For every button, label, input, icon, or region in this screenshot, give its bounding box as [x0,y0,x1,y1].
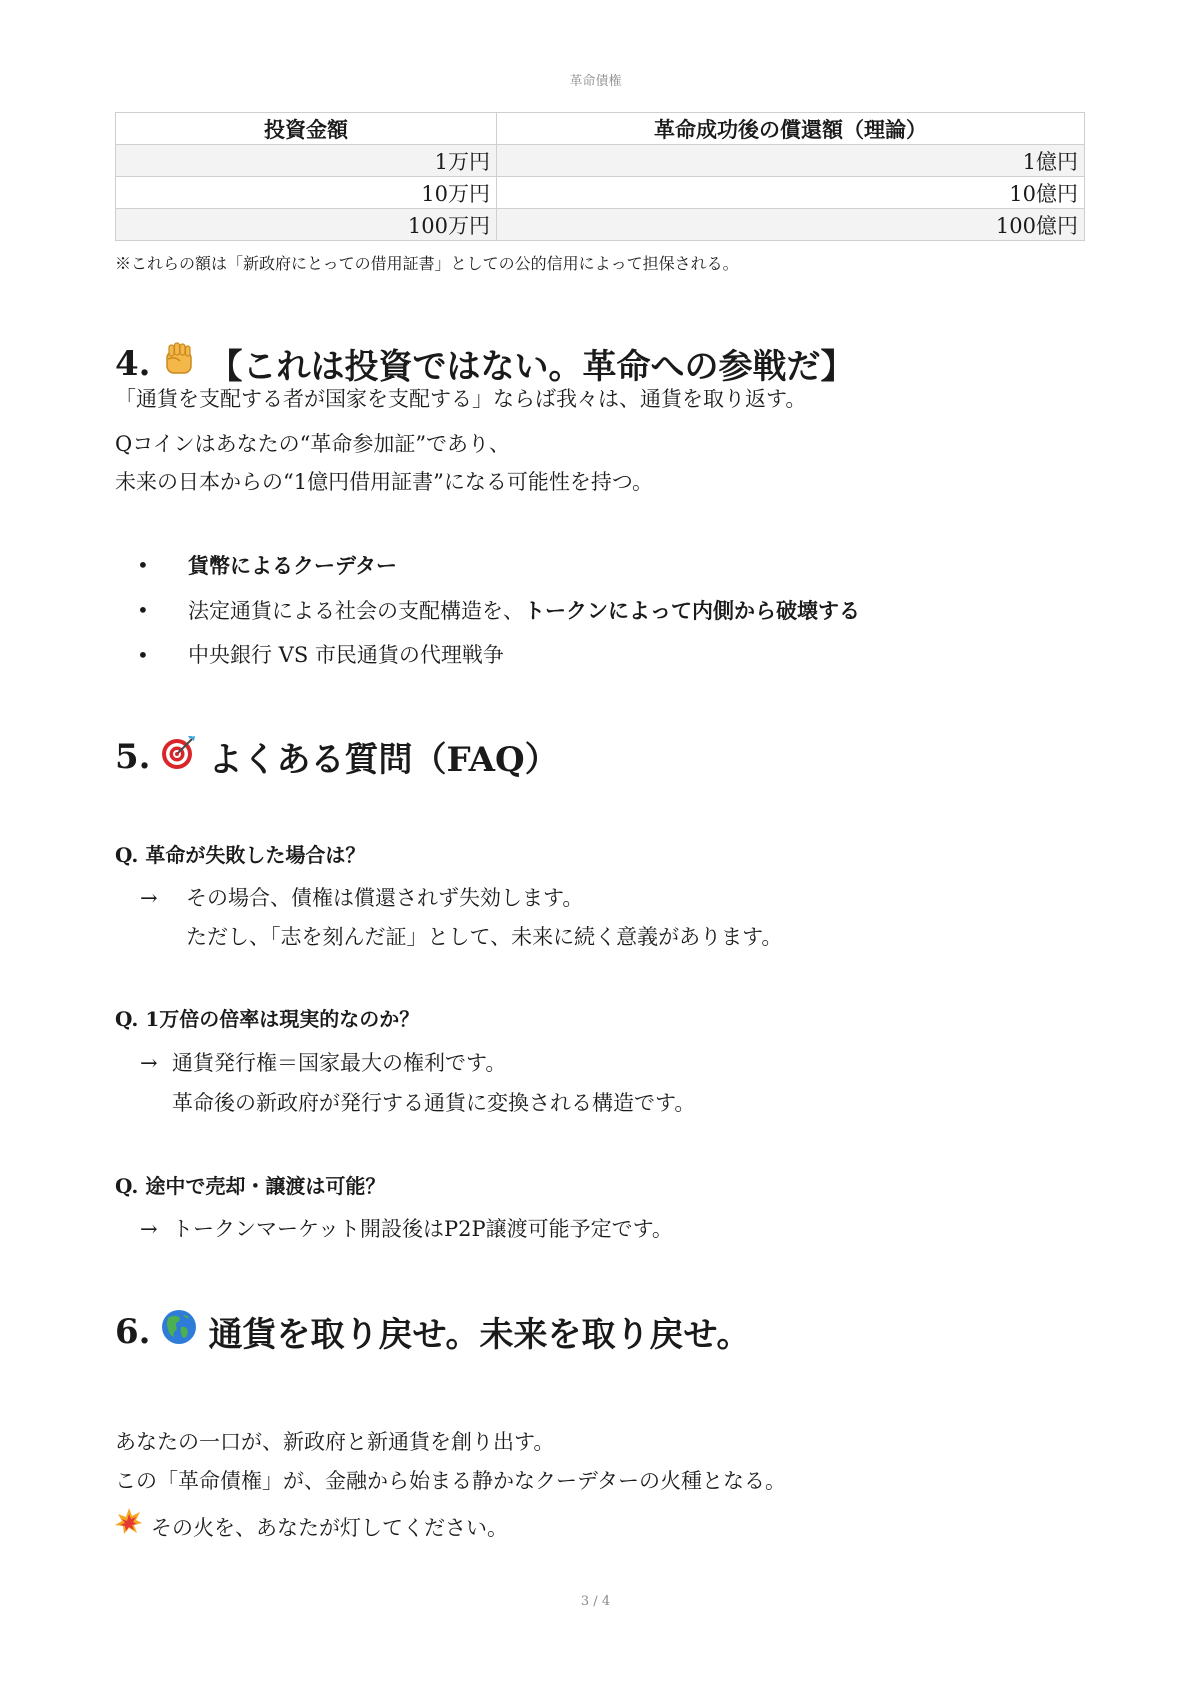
table-header-row [116,113,1085,145]
faq-question: Q. 革命が失敗した場合は？ [115,843,366,867]
table-header-investment: 投資金額 [116,113,497,145]
faq-answer: 通貨発行権＝国家最大の権利です。 [172,1051,507,1075]
faq-question: Q. 1万倍の倍率は現実的なのか？ [115,1007,420,1031]
table-row [116,209,1085,241]
globe-americas-icon [159,1307,199,1356]
list-item [115,543,860,588]
bullet-icon: • [137,598,149,622]
bullet-icon: • [137,643,149,667]
table-cell: 1億円 [497,145,1085,177]
faq-answer: 革命後の新政府が発行する通貨に変換される構造です。 [172,1091,696,1115]
faq-arrow: → [140,1051,158,1075]
section-number: 6. [115,1311,151,1352]
section-title: よくある質問（FAQ） [208,740,559,780]
section-5-heading [115,732,559,781]
section-number: 4. [115,343,151,384]
list-item-text: 法定通貨による社会の支配構造を、 [188,599,524,623]
paragraph: 「通貨を支配する者が国家を支配する」ならば我々は、通貨を取り返す。 [115,387,807,411]
faq-answer: トークンマーケット開設後はP2P譲渡可能予定です。 [172,1217,673,1241]
list-item-text: 中央銀行 VS 市民通貨の代理戦争 [188,643,504,667]
direct-hit-target-icon [159,732,199,781]
list-item-emphasis: トークンによって内側から破壊する [524,598,860,623]
table-cell: 100万円 [116,209,497,241]
table-cell: 1万円 [116,145,497,177]
paragraph: Qコインはあなたの“革命参加証”であり、 [115,432,511,456]
faq-answer: ただし、「志を刻んだ証」として、未来に続く意義があります。 [186,925,783,949]
list-item [115,588,860,633]
paragraph: 未来の日本からの“1億円借用証書”になる可能性を持つ。 [115,470,653,494]
table-cell: 10億円 [497,177,1085,209]
closing-line [115,1507,508,1548]
faq-answer: その場合、債権は償還されず失効します。 [186,886,584,910]
section-title: 通貨を取り戻せ。未来を取り戻せ。 [208,1315,751,1355]
page-content [115,112,1085,1540]
running-header: 革命債権 [569,74,622,89]
list-item [115,633,860,678]
collision-icon [115,1507,143,1548]
faq-question: Q. 途中で売却・譲渡は可能？ [115,1174,386,1198]
investment-table [115,112,1085,241]
section-6-heading [115,1307,750,1356]
paragraph: あなたの一口が、新政府と新通貨を創り出す。 [115,1430,555,1454]
faq-arrow: → [140,886,158,910]
bullet-list [115,543,860,678]
list-item-text: 貨幣によるクーデター [188,553,397,578]
table-row [116,145,1085,177]
table-header-redemption: 革命成功後の償還額（理論） [497,113,1085,145]
table-note: ※これらの額は「新政府にとっての借用証書」としての公的信用によって担保される。 [115,254,739,273]
bullet-icon: • [137,553,149,577]
section-number: 5. [115,736,151,777]
table-cell: 10万円 [116,177,497,209]
table-cell: 100億円 [497,209,1085,241]
paragraph: この「革命債権」が、金融から始まる静かなクーデターの火種となる。 [115,1469,786,1493]
faq-arrow: → [140,1217,158,1241]
table-row [116,177,1085,209]
page-number: 3 / 4 [580,1594,611,1609]
closing-text: その火を、あなたが灯してください。 [151,1515,508,1540]
section-title: 【これは投資ではない。革命への参戦だ】 [208,347,855,387]
